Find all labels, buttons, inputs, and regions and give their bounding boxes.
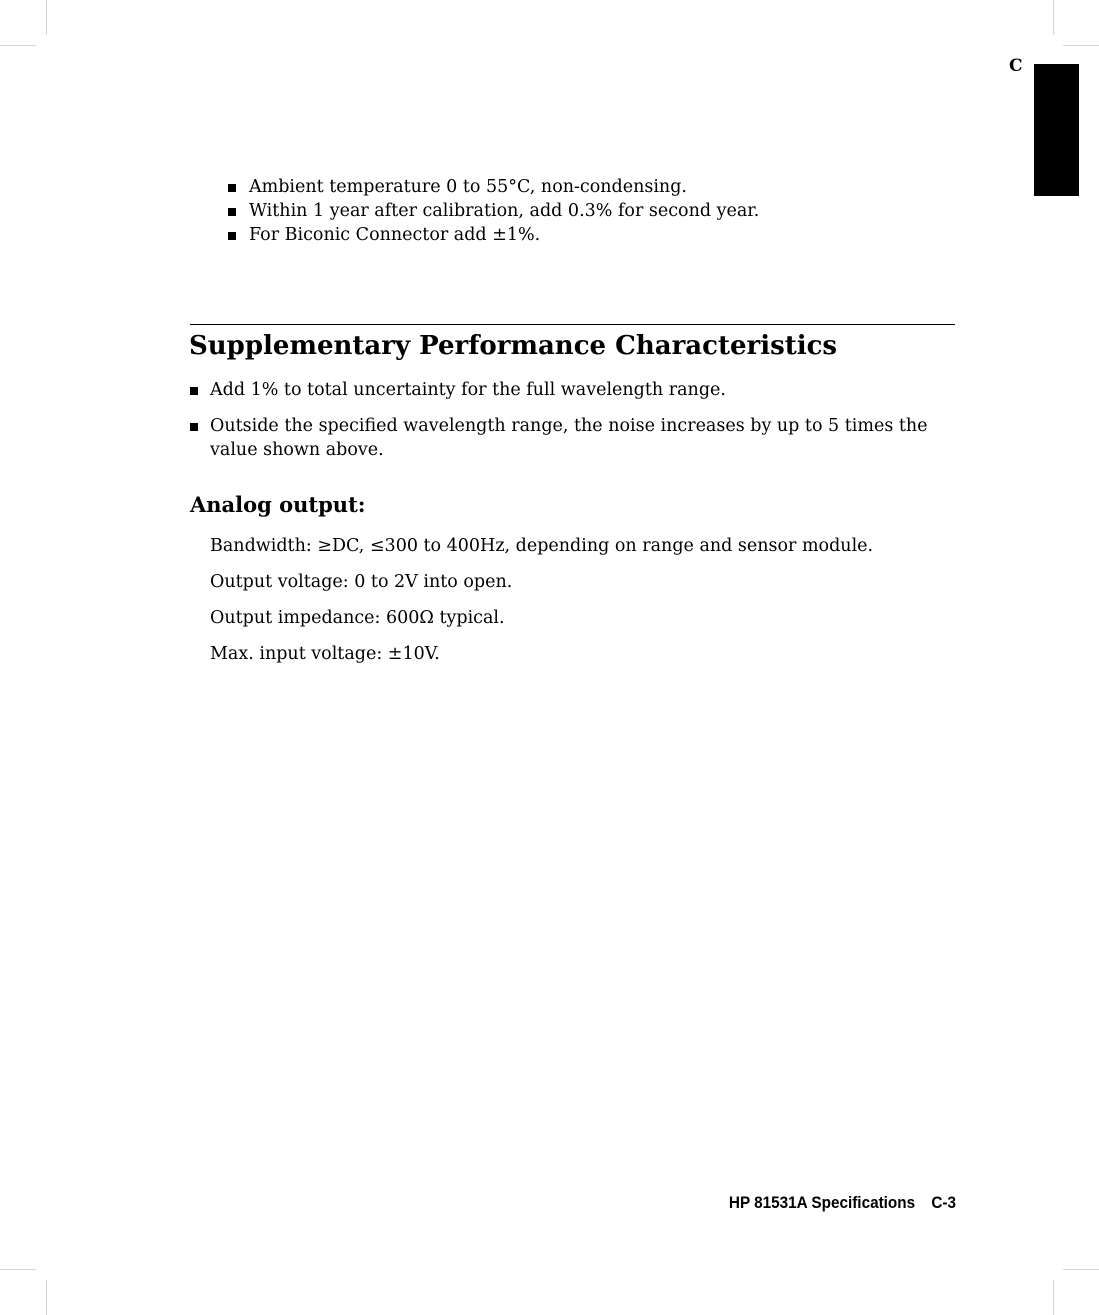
footnote-list: [228, 175, 948, 247]
square-bullet-icon: [190, 423, 198, 431]
square-bullet-icon: [190, 387, 198, 395]
appendix-tab-marker: [1034, 64, 1079, 196]
characteristics-list: [190, 378, 940, 474]
square-bullet-icon: [228, 184, 236, 192]
footnote-text: Within 1 year after calibration, add 0.3% for second year.: [249, 201, 760, 221]
page-footer: [636, 1193, 956, 1213]
analog-output-specs: [210, 534, 950, 678]
crop-mark: [0, 1269, 36, 1270]
footnote-item: [228, 175, 948, 199]
crop-mark: [1053, 0, 1054, 35]
spec-max-input-voltage: Max. input voltage: ±10V.: [210, 644, 440, 664]
list-item: [190, 414, 940, 462]
list-item: [190, 378, 940, 402]
crop-mark: [1053, 1280, 1054, 1315]
footnote-text: Ambient temperature 0 to 55°C, non-condensing.: [249, 177, 687, 197]
footnote-text: For Biconic Connector add ±1%.: [249, 225, 541, 245]
spec-output-impedance: Output impedance: 600Ω typical.: [210, 608, 505, 628]
crop-mark: [46, 0, 47, 35]
crop-mark: [1063, 45, 1099, 46]
square-bullet-icon: [228, 208, 236, 216]
footnote-item: [228, 223, 948, 247]
list-item-text: Add 1% to total uncertainty for the full wavelength range.: [210, 380, 726, 400]
footer-title: HP 81531A Specifications: [728, 1193, 916, 1212]
crop-mark: [1063, 1269, 1099, 1270]
page-number: C-3: [931, 1193, 956, 1212]
list-item-text: Outside the specified wavelength range, the noise increases by up to 5 times the value shown above.: [210, 416, 928, 460]
appendix-tab-letter: C: [1009, 56, 1023, 76]
section-title: Supplementary Performance Characteristics: [189, 331, 838, 361]
square-bullet-icon: [228, 232, 236, 240]
spec-bandwidth: Bandwidth: ≥DC, ≤300 to 400Hz, depending on range and sensor module.: [210, 536, 874, 556]
footnote-item: [228, 199, 948, 223]
section-divider: [190, 324, 955, 325]
crop-mark: [0, 45, 36, 46]
analog-output-heading: Analog output:: [190, 492, 366, 517]
crop-mark: [46, 1280, 47, 1315]
spec-output-voltage: Output voltage: 0 to 2V into open.: [210, 572, 513, 592]
